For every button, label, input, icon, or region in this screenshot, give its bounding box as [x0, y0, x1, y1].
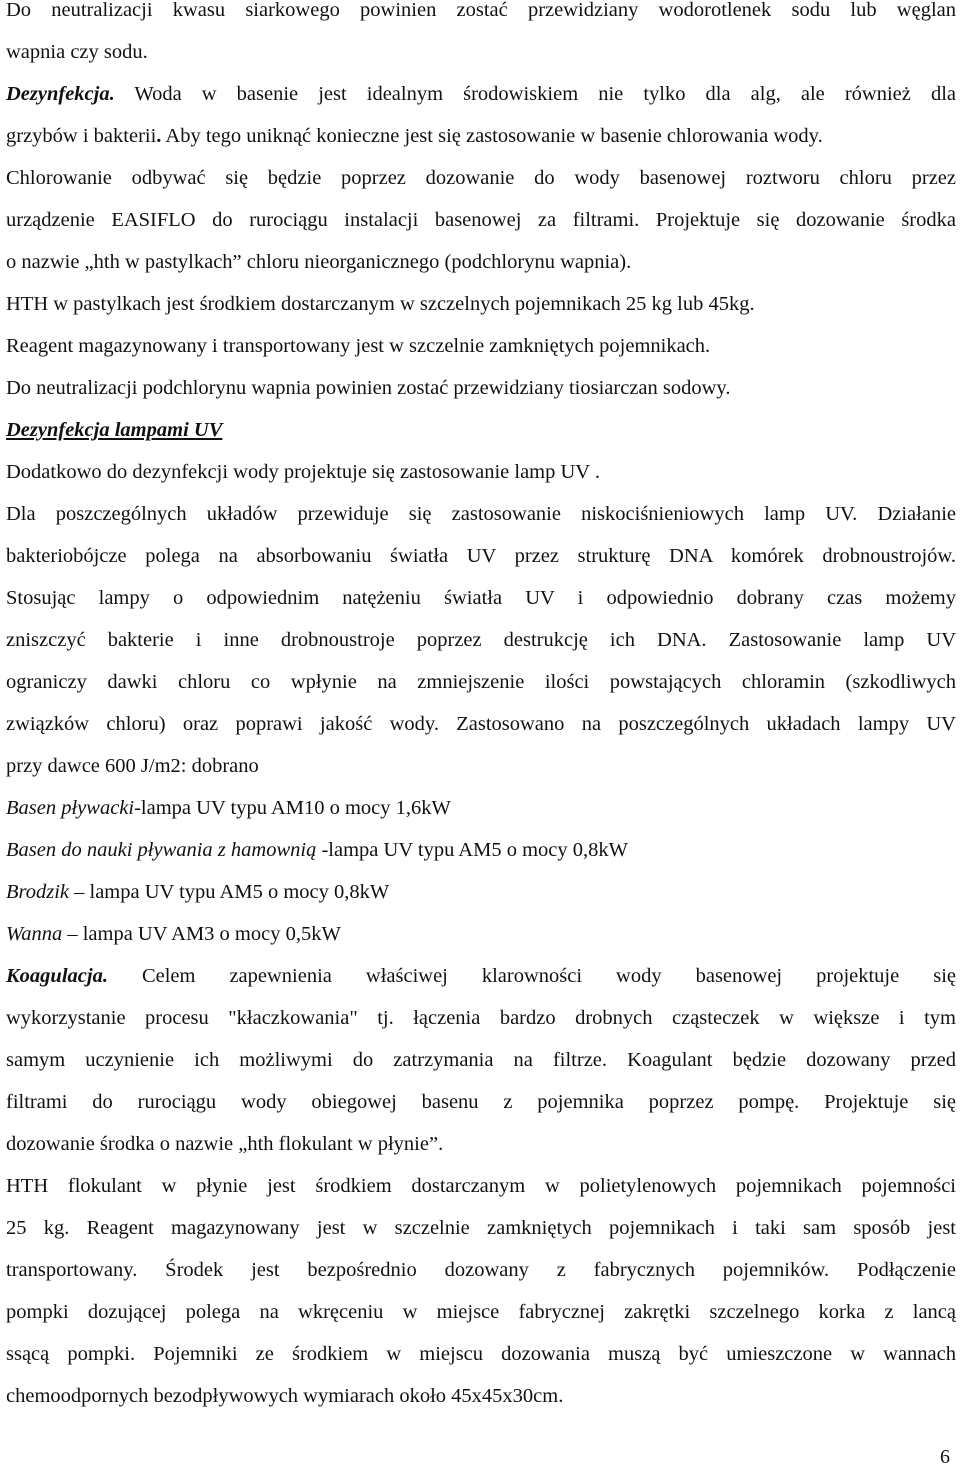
text-line: 25 kg. Reagent magazynowany jest w szczelnie zamkniętych pojemnikach i taki sam sposób jest — [6, 1217, 956, 1239]
text-line: HTH flokulant w płynie jest środkiem dostarczanym w polietylenowych pojemnikach pojemności — [6, 1175, 956, 1197]
text-line: związków chloru) oraz poprawi jakość wody. Zastosowano na poszczególnych układach lampy UV — [6, 713, 956, 735]
text-line: wykorzystanie procesu "kłaczkowania" tj. łączenia bardzo drobnych cząsteczek w większe i tym — [6, 1007, 956, 1029]
section-heading-uv: Dezynfekcja lampami UV — [6, 419, 223, 441]
section-heading-dezynfekcja: Dezynfekcja. — [6, 83, 115, 105]
page-number: 6 — [940, 1446, 950, 1468]
text-line: Chlorowanie odbywać się będzie poprzez dozowanie do wody basenowej roztworu chloru przez — [6, 167, 956, 189]
text-line: samym uczynienie ich możliwymi do zatrzymania na filtrze. Koagulant będzie dozowany przed — [6, 1049, 956, 1071]
text-line: przy dawce 600 J/m2: dobrano — [6, 755, 259, 777]
text-line: ssącą pompki. Pojemniki ze środkiem w miejscu dozowania muszą być umieszczone w wannach — [6, 1343, 956, 1365]
section-heading-koagulacja: Koagulacja. — [6, 965, 108, 987]
lamp-list-item: Wanna – lampa UV AM3 o mocy 0,5kW — [6, 923, 341, 945]
text-line: transportowany. Środek jest bezpośrednio dozowany z fabrycznych pojemników. Podłączenie — [6, 1259, 956, 1281]
text-line: Dla poszczególnych układów przewiduje się zastosowanie niskociśnieniowych lamp UV. Działanie — [6, 503, 956, 525]
text-line: urządzenie EASIFLO do rurociągu instalacji basenowej za filtrami. Projektuje się dozowanie środka — [6, 209, 956, 231]
text-line: chemoodpornych bezodpływowych wymiarach około 45x45x30cm. — [6, 1385, 564, 1407]
text-line: pompki dozującej polega na wkręceniu w miejsce fabrycznej zakrętki szczelnego korka z lancą — [6, 1301, 956, 1323]
text-line: dozowanie środka o nazwie „hth flokulant w płynie”. — [6, 1133, 444, 1155]
text-line: bakteriobójcze polega na absorbowaniu światła UV przez strukturę DNA komórek drobnoustrojów. — [6, 545, 956, 567]
text-line: filtrami do rurociągu wody obiegowej basenu z pojemnika poprzez pompę. Projektuje się — [6, 1091, 956, 1113]
text-line: grzybów i bakterii. Aby tego uniknąć konieczne jest się zastosowanie w basenie chlorowania wody. — [6, 125, 823, 147]
lamp-list-item: Basen pływacki-lampa UV typu AM10 o mocy 1,6kW — [6, 797, 451, 819]
text-line: ograniczy dawki chloru co wpłynie na zmniejszenie ilości powstających chloramin (szkodliwych — [6, 671, 956, 693]
lamp-list-item: Brodzik – lampa UV typu AM5 o mocy 0,8kW — [6, 881, 390, 903]
text-line: Reagent magazynowany i transportowany jest w szczelnie zamkniętych pojemnikach. — [6, 335, 711, 357]
text-line: wapnia czy sodu. — [6, 41, 148, 63]
text-line: Stosując lampy o odpowiednim natężeniu światła UV i odpowiednio dobrany czas możemy — [6, 587, 956, 609]
text-line: Dezynfekcja. Woda w basenie jest idealnym środowiskiem nie tylko dla alg, ale również dla — [6, 83, 956, 105]
lamp-list-item: Basen do nauki pływania z hamownią -lampa UV typu AM5 o mocy 0,8kW — [6, 839, 628, 861]
text-line: zniszczyć bakterie i inne drobnoustroje poprzez destrukcję ich DNA. Zastosowanie lamp UV — [6, 629, 956, 651]
text-line: Do neutralizacji kwasu siarkowego powinien zostać przewidziany wodorotlenek sodu lub węglan — [6, 0, 956, 21]
text-line: Koagulacja. Celem zapewnienia właściwej klarowności wody basenowej projektuje się — [6, 965, 956, 987]
text-line: Do neutralizacji podchlorynu wapnia powinien zostać przewidziany tiosiarczan sodowy. — [6, 377, 731, 399]
text-line: o nazwie „hth w pastylkach” chloru nieorganicznego (podchlorynu wapnia). — [6, 251, 632, 273]
text-line: Dodatkowo do dezynfekcji wody projektuje się zastosowanie lamp UV . — [6, 461, 600, 483]
text-line: HTH w pastylkach jest środkiem dostarczanym w szczelnych pojemnikach 25 kg lub 45kg. — [6, 293, 755, 315]
